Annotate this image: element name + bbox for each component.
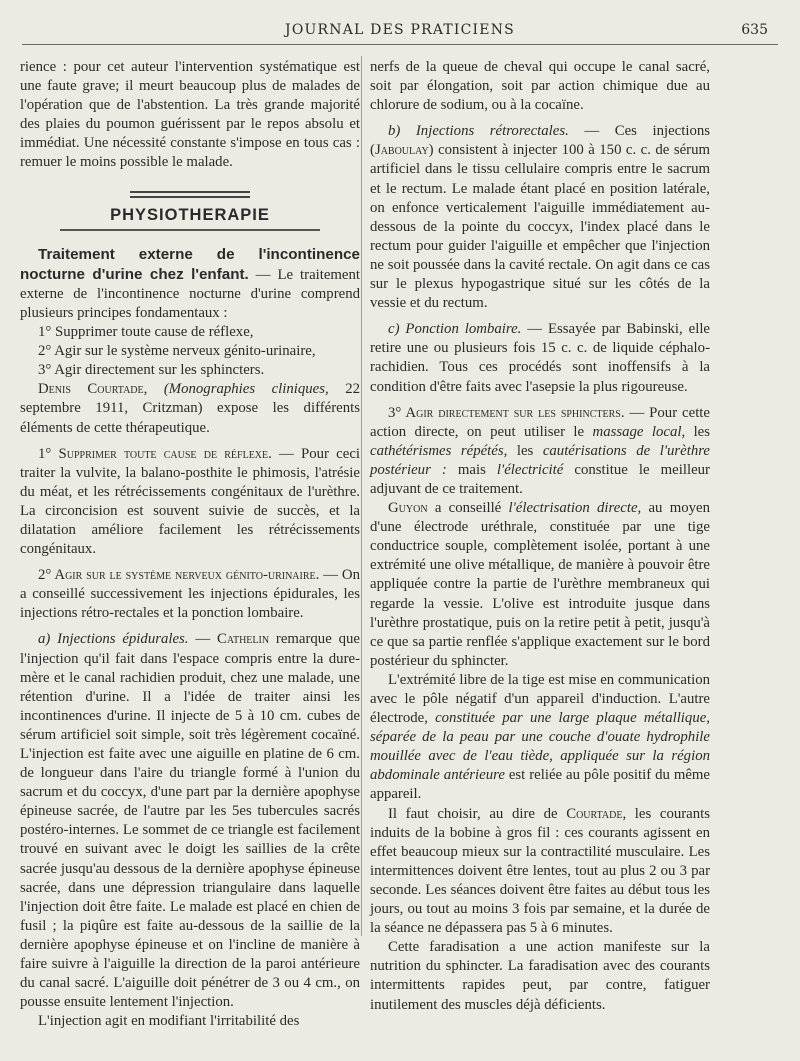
subsection-b-intro: — Ces injections ( xyxy=(370,123,711,159)
section-1-text: — Pour ceci traiter la vulvite, la balano-posthite le phimosis, l'atrésie du méat, et les rétrécissements congénitaux de l'urèthre. La circoncision est souvent suivie de succès, et la dilatation améliore facilement les rétrécissements congénitaux. xyxy=(20,445,360,558)
section-2-paragraph xyxy=(20,566,360,623)
currents-text: les courants induits de la bobine à gros fil : ces courants agissent en effet beaucoup mieux sur la contractilité musculaire. Les intermittences doivent être lentes, tout au plus 2 ou 3 par seconde. Les séances doivent être faites au début tous les jours, ou tout au moins 3 fois par semaine, et la durée de la séance ne dépassera pas 5 à 6 minutes. xyxy=(370,805,710,937)
currents-paragraph xyxy=(370,805,710,939)
section-1-paragraph xyxy=(20,445,360,560)
subsection-a-text: remarque que l'injection qu'il fait dans l'espace compris entre la dure-mère et le canal rachidien produit, chez une malade, une rétention d'urine. Il a l'idée de traiter ainsi les incontinences d'urine. Il injecte de 5 à 10 cm. cubes de sérum artificiel soit simple, soit très légèrement cocaïné. L'injection est faite avec une aiguille en platine de 6 cm. de longueur dans l'aire du triangle formé à l'union du sacrum et du coccyx, d'une part par la dernière apophyse épineuse sacrée, de l'autre par les 5es tubercules sacrés postéro-internes. Le sommet de ce triangle est facilement trouvé en suivant avec le doigt les saillies de la crête sacrée jusqu'au dessous de la dernière apophyse épineuse sacrée, dans une dépression triangulaire dans laquelle l'injection doit être faite. Le malade est placé en chien de fusil ; la piqûre est faite au-dessous de la saillie de la dernière apophyse épineuse et on l'incline de manière à faire suivre à l'aiguille la direction de la paroi antérieure du canal sacré. L'aiguille doit pénétrer de 3 ou 4 cm., on pousse ensuite lentement l'injection. xyxy=(20,631,360,1011)
section-2-text: — On a conseillé successivement les injections épidurales, les injections rétro-rectales et la ponction lombaire. xyxy=(20,567,360,622)
section-3-italic-3: cautérisations de l'urèthre postérieur : xyxy=(370,442,710,478)
article-lead: — Le traitement externe de l'incontinence nocturne d'urine comprend plusieurs principes fondamentaux : xyxy=(20,266,361,321)
subsection-b-paragraph xyxy=(370,122,710,313)
header-rule xyxy=(22,44,778,45)
principle-1: 1° Supprimer toute cause de réflexe, xyxy=(38,324,254,341)
section-3-text-c: les xyxy=(507,442,543,459)
principle-3: 3° Agir directement sur les sphincters. xyxy=(38,362,265,379)
currents-text-a: Il faut choisir, au dire de xyxy=(388,805,567,822)
subsection-c-text: — Essayée par Babinski, elle retire une ou plusieurs fois 15 c. c. de liquide céphalo-rachidien. Tous ces procédés sont inoffensifs à la condition d'être faits avec l'asepsie la plus rigoureuse. xyxy=(370,321,710,395)
article-title: Traitement externe de l'incontinence nocturne d'urine chez l'enfant. xyxy=(20,245,360,283)
section-title: PHYSIOTHERAPIE xyxy=(110,205,270,224)
running-header xyxy=(22,22,778,42)
subsection-a-heading: a) Injections épidurales. xyxy=(38,631,189,648)
section-underline xyxy=(60,229,320,231)
section-3-italic-4: l'électricité xyxy=(496,461,564,478)
intro-paragraph: rience : pour cet auteur l'intervention systématique est une faute grave; il meurt beaucoup plus de malades de l'opération que de l'abstention. La très grande majorité des plaies du poumon guérissent par le repos absolu et immédiat. Une nécessité constante s'impose en tous cas : remuer le moins possible le malade. xyxy=(20,59,360,171)
subsection-b-text: ) consistent à injecter 100 à 150 c. c. de sérum artificiel dans le tissu cellulaire compris entre le sacrum et le rectum. Le malade étant placé en position latérale, on enfonce verticalement l'aiguille immédiatement au-dessous de la pointe du coccyx, l'index placé dans le rectum pour guider l'aiguille et empêcher que l'injection ne soit poussée dans la cavité rectale. On agit dans ce cas sur le plexus hypogastrique situé sur les côtés de la vessie et du rectum. xyxy=(370,142,710,312)
section-3-paragraph xyxy=(370,404,710,499)
section-3-italic-2: cathétérismes répétés, xyxy=(370,442,508,459)
guyon-text-a: a conseillé xyxy=(427,500,509,517)
left-last-line: L'injection agit en modifiant l'irritabilité des xyxy=(38,1013,300,1030)
electrode-text-b: est reliée au pôle positif du même appareil. xyxy=(370,767,710,803)
journal-title: JOURNAL DES PRATICIENS xyxy=(285,22,515,38)
right-column xyxy=(370,58,710,1015)
guyon-author: Guyon xyxy=(388,500,428,517)
electrode-italic: constituée par une large plaque métallique, séparée de la peau par une couche d'ouate hydrophile mouillée avec de l'eau tiède, appliquée sur la région abdominale antérieure xyxy=(370,710,710,784)
column-divider xyxy=(361,56,362,936)
guyon-text: au moyen d'une électrode uréthrale, constituée par une tige conductrice souple, complètement isolée, portant à une extrémité une olive métallique, de manière à pouvoir être appliquée contre la partie de l'urèthre membraneux qui regarde la vessie. L'olive est introduite jusque dans l'urèthre prostatique, puis on la retire petit à petit, jusqu'à ce que sa partie renflée s'applique exactement sur le bord postérieur du sphincter. xyxy=(370,500,710,669)
source-work: (Monographies cliniques, xyxy=(163,381,329,398)
section-3-heading: 3° Agir directement sur les sphincters. xyxy=(388,404,625,421)
page-number: 635 xyxy=(741,22,768,38)
electrode-text-a: L'extrémité libre de la tige est mise en communication avec le pôle négatif d'un appareil d'induction. L'autre électrode, xyxy=(370,671,710,727)
article-lead-paragraph xyxy=(20,245,360,323)
left-column xyxy=(20,58,360,1031)
section-3-text-a: — Pour cette action directe, on peut utiliser le xyxy=(370,404,710,440)
section-3-text-d: mais xyxy=(446,461,497,478)
section-3-text-b: les xyxy=(685,423,711,440)
subsection-a-paragraph: a) Injections épidurales. — Cathelin remarque que l'injection qu'il fait dans l'espace compris entre la dure-mère et le canal rachidien produit, chez une malade, une rétention d'urine. Il a l'idée de traiter ainsi les incontinences d'urine. Il injecte de 5 à 10 cm. cubes de sérum artificiel soit simple, soit très légèrement cocaïné. L'injection est faite avec une aiguille en platine de 6 cm. de longueur dans l'aire du triangle formé à l'union du sacrum et du coccyx, d'une part par la dernière apophyse épineuse sacrée, de l'autre par les 5es tubercules sacrés postéro-internes. Le sommet de ce triangle est facilement trouvé en suivant avec le doigt les saillies de la crête sacrée jusqu'au dessous de la dernière apophyse épineuse sacrée, dans une dépression triangulaire dans laquelle l'injection doit être faite. Le malade est placé en chien de fusil ; la piqûre est faite au-dessous de la saillie de la dernière apophyse épineuse et on l'incline de manière à faire suivre à l'aiguille la direction de la paroi antérieure du canal sacré. L'aiguille doit pénétrer de 3 ou 4 cm., on pousse ensuite lentement l'injection. xyxy=(20,631,360,1011)
guyon-italic: l'électrisation directe, xyxy=(508,500,642,517)
section-2-heading: 2° Agir sur le système nerveux génito-urinaire. xyxy=(38,567,320,584)
section-divider xyxy=(130,191,250,198)
subsection-c-paragraph xyxy=(370,320,710,396)
electrode-paragraph xyxy=(370,671,710,805)
subsection-b-author: Jaboulay xyxy=(374,142,429,159)
continuation-paragraph: nerfs de la queue de cheval qui occupe le canal sacré, soit par élongation, soit par action chimique due au chlorure de sodium, ou à la cocaïne. xyxy=(370,59,710,114)
principle-2: 2° Agir sur le système nerveux génito-urinaire, xyxy=(38,343,316,360)
subsection-b-heading: b) Injections rétrorectales. xyxy=(388,123,569,140)
section-3-italic-1: massage local, xyxy=(592,423,686,440)
guyon-paragraph xyxy=(370,499,710,671)
section-3-text-e: constitue le meilleur adjuvant de ce traitement. xyxy=(370,461,710,497)
source-paragraph xyxy=(20,380,360,437)
source-rest: 22 septembre 1911, Critzman) expose les différents éléments de cette thérapeutique. xyxy=(20,381,360,436)
source-author: Denis Courtade, xyxy=(38,381,148,398)
final-paragraph: Cette faradisation a une action manifeste sur la nutrition du sphincter. La faradisation avec des courants intermittents rapides peut, par contre, fatiguer inutilement des muscles déjà déficients. xyxy=(370,939,710,1013)
currents-author: Courtade, xyxy=(566,805,627,822)
subsection-a-author: Cathelin xyxy=(216,631,270,648)
subsection-c-heading: c) Ponction lombaire. xyxy=(388,321,522,338)
section-1-heading: 1° Supprimer toute cause de réflexe. xyxy=(38,445,272,462)
